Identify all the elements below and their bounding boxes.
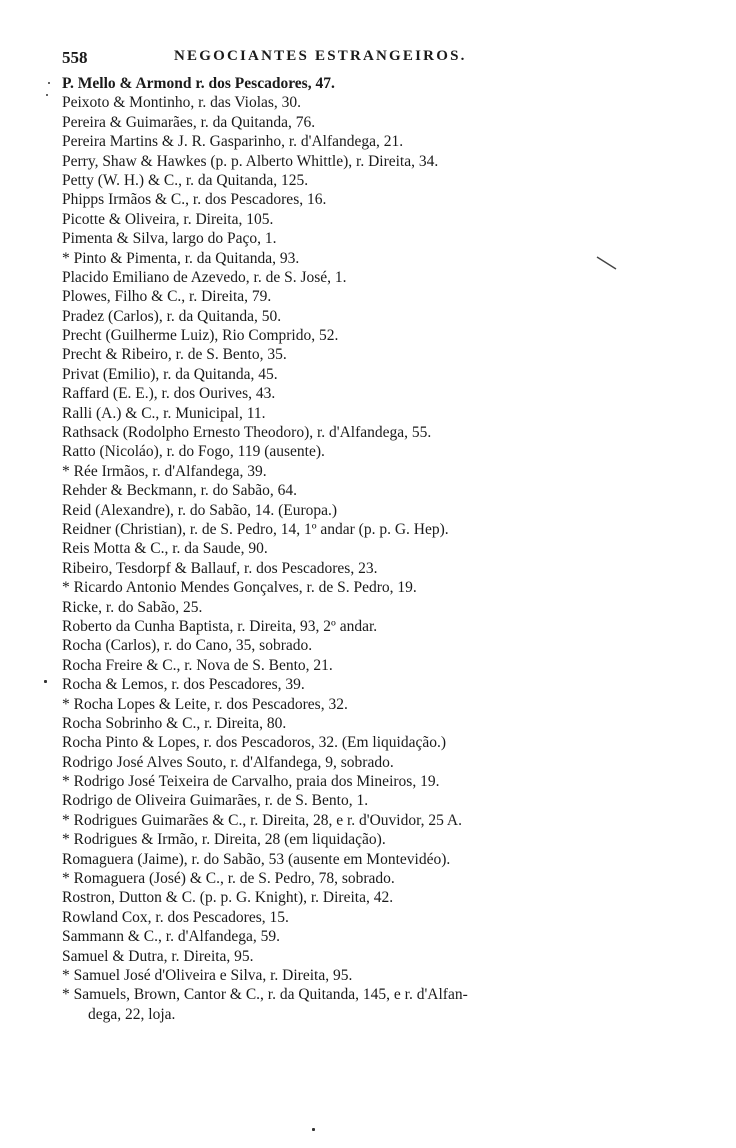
directory-entry: * Ricardo Antonio Mendes Gonçalves, r. de S. Pedro, 19. [62, 579, 417, 597]
ink-speck [44, 680, 47, 683]
directory-entry: Plowes, Filho & C., r. Direita, 79. [62, 288, 272, 306]
directory-entry: * Rodrigo José Teixeira de Carvalho, praia dos Mineiros, 19. [62, 773, 440, 791]
directory-entry: Pereira & Guimarães, r. da Quitanda, 76. [62, 113, 316, 131]
directory-entry: Reidner (Christian), r. de S. Pedro, 14, 1º andar (p. p. G. Hep). [62, 520, 449, 538]
directory-entry: Romaguera (Jaime), r. do Sabão, 53 (ausente em Montevidéo). [62, 850, 451, 868]
directory-entry: Rathsack (Rodolpho Ernesto Theodoro), r. d'Alfandega, 55. [62, 424, 432, 442]
directory-entry: Rostron, Dutton & C. (p. p. G. Knight), r. Direita, 42. [62, 889, 394, 907]
directory-entry: * Samuels, Brown, Cantor & C., r. da Quitanda, 145, e r. d'Alfan- [62, 986, 468, 1004]
directory-entry: Precht & Ribeiro, r. de S. Bento, 35. [62, 346, 287, 364]
running-title: NEGOCIANTES ESTRANGEIROS. [174, 48, 467, 64]
directory-entry: Rocha Pinto & Lopes, r. dos Pescadoros, 32. (Em liquidação.) [62, 734, 446, 752]
directory-entry: * Pinto & Pimenta, r. da Quitanda, 93. [62, 249, 300, 267]
directory-entry: Rodrigo de Oliveira Guimarães, r. de S. Bento, 1. [62, 792, 369, 810]
directory-entry: * Samuel José d'Oliveira e Silva, r. Direita, 95. [62, 966, 353, 984]
ink-speck [46, 94, 48, 96]
directory-entry: Precht (Guilherme Luiz), Rio Comprido, 52. [62, 327, 339, 345]
directory-entry: Rodrigo José Alves Souto, r. d'Alfandega, 9, sobrado. [62, 753, 394, 771]
directory-entry: Pereira Martins & J. R. Gasparinho, r. d'Alfandega, 21. [62, 133, 404, 151]
directory-entry: * Romaguera (José) & C., r. de S. Pedro, 78, sobrado. [62, 870, 395, 888]
directory-entry: Pradez (Carlos), r. da Quitanda, 50. [62, 307, 282, 325]
ink-speck [312, 1128, 315, 1131]
directory-entry: * Rodrigues & Irmão, r. Direita, 28 (em liquidação). [62, 831, 386, 849]
directory-entry: dega, 22, loja. [88, 1005, 176, 1023]
directory-entry: Ratto (Nicoláo), r. do Fogo, 119 (ausente). [62, 443, 325, 461]
directory-entry: Rowland Cox, r. dos Pescadores, 15. [62, 908, 289, 926]
directory-entry: Raffard (E. E.), r. dos Ourives, 43. [62, 385, 276, 403]
directory-entry: Petty (W. H.) & C., r. da Quitanda, 125. [62, 171, 309, 189]
directory-entry: Pimenta & Silva, largo do Paço, 1. [62, 230, 277, 248]
directory-entry: * Rocha Lopes & Leite, r. dos Pescadores, 32. [62, 695, 348, 713]
directory-entry: Roberto da Cunha Baptista, r. Direita, 93, 2º andar. [62, 617, 378, 635]
directory-entry: Peixoto & Montinho, r. das Violas, 30. [62, 94, 302, 112]
directory-entry: Privat (Emilio), r. da Quitanda, 45. [62, 365, 278, 383]
directory-entry: Samuel & Dutra, r. Direita, 95. [62, 947, 254, 965]
directory-entry: Placido Emiliano de Azevedo, r. de S. José, 1. [62, 268, 347, 286]
directory-entry: * Rée Irmãos, r. d'Alfandega, 39. [62, 462, 267, 480]
directory-entry: Reid (Alexandre), r. do Sabão, 14. (Europa.) [62, 501, 338, 519]
directory-entry: Rocha Sobrinho & C., r. Direita, 80. [62, 714, 287, 732]
directory-entry: Rocha Freire & C., r. Nova de S. Bento, 21. [62, 656, 333, 674]
directory-entry: Ralli (A.) & C., r. Municipal, 11. [62, 404, 266, 422]
directory-entry: Phipps Irmãos & C., r. dos Pescadores, 16. [62, 191, 327, 209]
page-number: 558 [62, 48, 88, 67]
directory-entry: Rocha & Lemos, r. dos Pescadores, 39. [62, 676, 305, 694]
pencil-mark-icon [596, 256, 618, 270]
directory-entry: Sammann & C., r. d'Alfandega, 59. [62, 928, 281, 946]
directory-entry: * Rodrigues Guimarães & C., r. Direita, 28, e r. d'Ouvidor, 25 A. [62, 811, 462, 829]
page-header [62, 48, 662, 72]
directory-entry: Reis Motta & C., r. da Saude, 90. [62, 540, 268, 558]
ink-speck [48, 82, 50, 84]
directory-entry: P. Mello & Armond r. dos Pescadores, 47. [62, 75, 335, 92]
merchant-list [62, 74, 662, 1024]
directory-entry: Rehder & Beckmann, r. do Sabão, 64. [62, 482, 298, 500]
directory-entry: Rocha (Carlos), r. do Cano, 35, sobrado. [62, 637, 313, 655]
directory-entry: Ribeiro, Tesdorpf & Ballauf, r. dos Pescadores, 23. [62, 559, 378, 577]
directory-entry: Perry, Shaw & Hawkes (p. p. Alberto Whittle), r. Direita, 34. [62, 152, 439, 170]
directory-entry: Ricke, r. do Sabão, 25. [62, 598, 203, 616]
directory-entry: Picotte & Oliveira, r. Direita, 105. [62, 210, 274, 228]
